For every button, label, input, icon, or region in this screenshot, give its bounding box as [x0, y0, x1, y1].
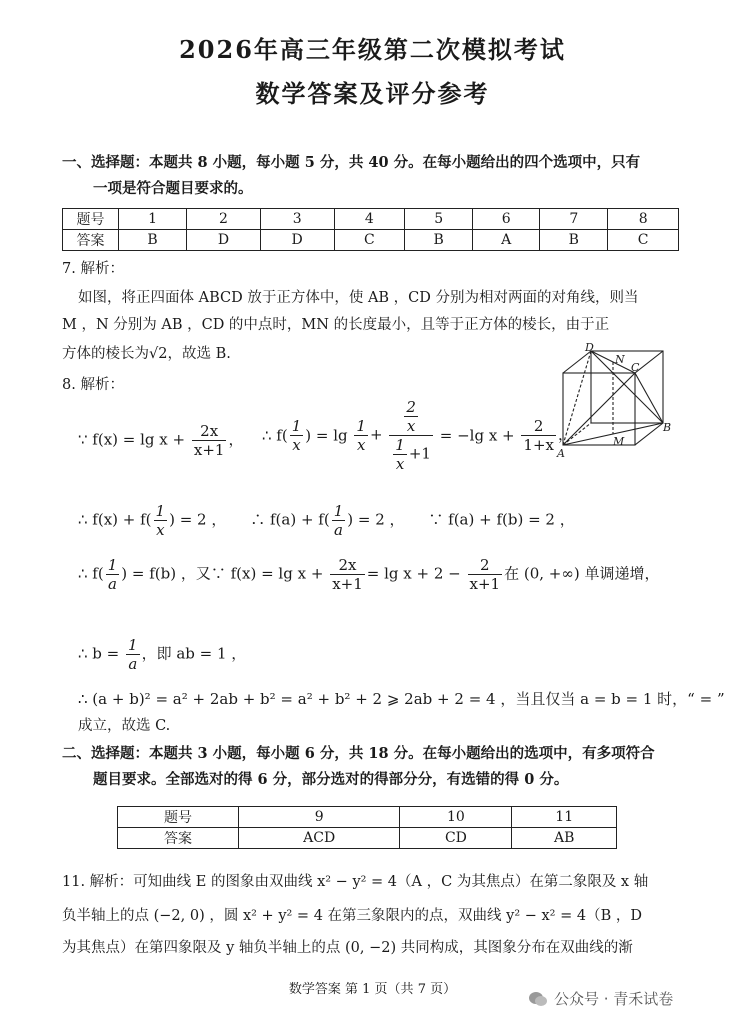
table-cell: 题号: [118, 807, 239, 828]
denominator: x: [356, 436, 366, 454]
numerator: 1: [128, 636, 138, 654]
watermark-text: 公众号 · 青禾试卷: [554, 990, 674, 1008]
label-C: C: [631, 361, 640, 374]
q8-eq7: 成立，故选 C.: [78, 718, 171, 734]
numerator: 1: [333, 502, 344, 520]
eq4-b: ) = f(b) ，又∵ f(x) = lg x +: [121, 564, 324, 583]
table-row: [63, 209, 679, 230]
fraction: [192, 422, 227, 459]
fraction: [290, 417, 304, 454]
fraction: [126, 636, 140, 673]
q11-line1: 11. 解析：可知曲线 E 的图象由双曲线 x² − y² = 4（A ，C 为其焦点）在第二象限及 x 轴: [62, 874, 649, 890]
numerator: 2: [521, 417, 556, 436]
q7-line3: [62, 344, 231, 364]
page-title: 2026年高三年级第二次模拟考试: [179, 35, 566, 64]
fraction: [330, 556, 365, 593]
label-M: M: [613, 435, 625, 448]
q7-line2: M ，N 分别为 AB ，CD 的中点时，MN 的长度最小，且等于正方体的棱长，由于正: [62, 317, 610, 333]
denominator: x: [156, 521, 165, 539]
table-cell: ACD: [239, 828, 400, 849]
table-cell: C: [608, 230, 679, 251]
section1-heading-2: 一项是符合题目要求的。: [93, 180, 253, 197]
table-row: [118, 828, 617, 849]
wechat-icon: [528, 990, 548, 1008]
numerator: 1: [356, 417, 366, 435]
q8-eq4: [78, 556, 659, 593]
table-cell: B: [540, 230, 608, 251]
table-cell: 3: [260, 209, 334, 230]
page-footer: 数学答案 第 1 页（共 7 页）: [288, 982, 457, 997]
answer-table-1: [62, 208, 679, 251]
label-N: N: [615, 353, 625, 366]
q7-line3-a: 方体的棱长为: [62, 346, 149, 362]
table-cell: 10: [400, 807, 512, 828]
eq3-a: ∴ f(x) + f(: [78, 510, 152, 529]
table-row: [63, 230, 679, 251]
plus-one: +1: [408, 444, 431, 463]
denominator: a: [334, 521, 343, 539]
denominator: x+1: [469, 575, 501, 593]
label-B: B: [663, 421, 672, 434]
denominator: a: [128, 655, 138, 673]
numerator: 2: [406, 398, 416, 416]
eq4-d: 在 (0, +∞) 单调递增，: [504, 564, 660, 583]
fraction: [521, 417, 556, 454]
numerator: 2x: [192, 422, 227, 441]
q7-line1: 如图，将正四面体 ABCD 放于正方体中，使 AB ，CD 分别为相对两面的对角线，则当: [78, 290, 639, 306]
table-cell: 8: [608, 209, 679, 230]
table-cell: 答案: [63, 230, 119, 251]
table-cell: AB: [512, 828, 617, 849]
q8-eq6: ∴ (a + b)² = a² + 2ab + b² = a² + b² + 2 ⩾ 2ab + 2 = 4 ，当且仅当 a = b = 1 时，“ = ”: [78, 690, 725, 708]
eq1-text: ∵ f(x) = lg x +: [78, 430, 186, 449]
denominator: x: [292, 436, 301, 454]
fraction: [106, 556, 120, 593]
table-cell: 9: [239, 807, 400, 828]
eq3-e: ∵ f(a) + f(b) = 2 ，: [428, 510, 575, 529]
table-cell: D: [260, 230, 334, 251]
denominator: x: [395, 455, 405, 473]
numerator: [389, 398, 433, 436]
q11-line3: 为其焦点）在第四象限及 y 轴负半轴上的点 (0, −2) 共同构成，其图象分布在双曲线的渐: [62, 940, 633, 956]
label-A: A: [557, 447, 565, 460]
table-cell: CD: [400, 828, 512, 849]
section2-heading-2: 题目要求。全部选对的得 6 分，部分选对的得部分分，有选错的得 0 分。: [93, 771, 569, 788]
eq2-mid: ) = lg: [305, 426, 348, 445]
denominator: x: [406, 417, 416, 435]
table-cell: 11: [512, 807, 617, 828]
eq2-rest: = −lg x +: [439, 426, 515, 445]
numerator: 2: [468, 556, 503, 575]
eq3-c: ∴ f(a) + f(: [250, 510, 330, 529]
q8-eq3: [78, 502, 575, 539]
table-cell: B: [405, 230, 473, 251]
table-cell: 4: [334, 209, 405, 230]
q8-label: 8. 解析：: [62, 377, 124, 393]
table-row: [118, 807, 617, 828]
fraction: [154, 502, 168, 539]
table-cell: 5: [405, 209, 473, 230]
label-D: D: [585, 343, 594, 354]
q8-eq2: ∴ f( $\frac{1}{x}$ ) = lg $\frac{1}{x}$ + $\frac{2}{x}$ $\frac{1}{x}$ +1 = −lg x + $\frac{2}{1+x}$ ，: [262, 398, 573, 473]
denominator: 1+x: [523, 436, 554, 454]
complex-fraction: [389, 398, 433, 473]
table-cell: 题号: [63, 209, 119, 230]
watermark: [528, 988, 673, 1009]
fraction: [404, 398, 418, 435]
table-cell: C: [334, 230, 405, 251]
section1-heading: 一、选择题：本题共 8 小题，每小题 5 分，共 40 分。在每小题给出的四个选项中，只有: [62, 154, 641, 171]
eq3-b: ) = 2 ，: [169, 510, 227, 529]
page-subtitle: 数学答案及评分参考: [255, 79, 490, 108]
table-cell: D: [187, 230, 261, 251]
q8-eq1: ∵ f(x) = lg x + $\frac{2x}{x+1}$ ，: [78, 422, 244, 459]
eq4-a: ∴ f(: [78, 564, 104, 583]
answer-table-2: [117, 806, 617, 849]
eq4-c: = lg x + 2 −: [366, 564, 461, 583]
table-cell: 1: [119, 209, 187, 230]
denominator: x+1: [193, 441, 225, 459]
numerator: 1: [395, 436, 405, 454]
eq3-d: ) = 2 ，: [347, 510, 405, 529]
eq2-pre: ∴ f(: [262, 426, 288, 445]
q11-line2: 负半轴上的点 (−2, 0) ，圆 x² + y² = 4 在第三象限内的点，双曲线 y² − x² = 4（B ，D: [62, 908, 642, 924]
table-cell: 2: [187, 209, 261, 230]
cube-figure: [555, 343, 675, 463]
numerator: 2x: [330, 556, 365, 575]
eq5-b: ，即 ab = 1 ，: [141, 644, 247, 663]
table-cell: 答案: [118, 828, 239, 849]
fraction: [354, 417, 368, 454]
numerator: 1: [291, 417, 302, 435]
denominator: x+1: [332, 575, 363, 593]
eq5-a: ∴ b =: [78, 644, 120, 663]
q7-label: 7. 解析：: [62, 261, 124, 277]
q7-line3-c: ，故选 B.: [167, 346, 231, 362]
denominator: [389, 436, 433, 473]
sqrt2: √2: [149, 346, 168, 362]
table-cell: B: [119, 230, 187, 251]
table-cell: A: [473, 230, 540, 251]
section2-heading: 二、选择题：本题共 3 小题，每小题 6 分，共 18 分。在每小题给出的选项中，有多项符合: [62, 745, 655, 762]
numerator: 1: [155, 502, 166, 520]
table-cell: 7: [540, 209, 608, 230]
fraction: [393, 436, 407, 473]
numerator: 1: [107, 556, 118, 574]
denominator: a: [108, 575, 117, 593]
fraction: [468, 556, 503, 593]
fraction: [332, 502, 346, 539]
table-cell: 6: [473, 209, 540, 230]
q8-eq5: [78, 636, 246, 673]
